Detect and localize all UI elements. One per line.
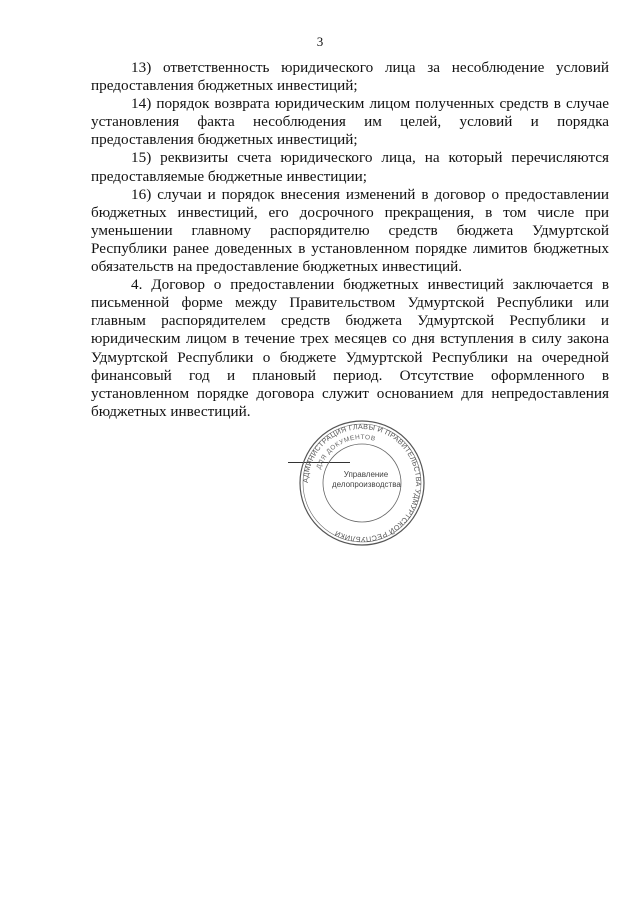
seal-center-line-1: Управление bbox=[343, 470, 389, 479]
list-item-14: 14) порядок возврата юридическим лицом полученных средств в случае установления факта несоблюдения им целей, условий и порядка предоставления бюджетных инвестиций; bbox=[91, 95, 609, 149]
seal-outer-text: АДМИНИСТРАЦИЯ ГЛАВЫ И ПРАВИТЕЛЬСТВА УДМУРТСКОЙ РЕСПУБЛИКИ bbox=[300, 421, 424, 545]
list-item-13: 13) ответственность юридического лица за несоблюдение условий предоставления бюджетных инвестиций; bbox=[91, 59, 609, 95]
official-seal bbox=[292, 416, 432, 551]
seal-center-line-2: делопроизводства bbox=[332, 480, 401, 489]
seal-center-text bbox=[332, 470, 400, 490]
section-4-paragraph: 4. Договор о предоставлении бюджетных инвестиций заключается в письменной форме между Правительством Удмуртской Республики или главным распорядителем средств бюджета Удмуртской Республики и юридическим лицом в течение трех месяцев со дня вступления в силу закона Удмуртской Республики о бюджете Удмуртской Республики на очередной финансовый год и плановый период. Отсутствие оформленного в установленном порядке договора служит основанием для непредоставления бюджетных инвестиций. bbox=[91, 276, 609, 420]
seal-inner-text: ДЛЯ ДОКУМЕНТОВ bbox=[315, 433, 377, 471]
page-number: 3 bbox=[316, 34, 324, 49]
list-item-15: 15) реквизиты счета юридического лица, на который перечисляются предоставляемые бюджетные инвестиции; bbox=[91, 149, 609, 185]
document-body bbox=[91, 59, 609, 421]
list-item-16: 16) случаи и порядок внесения изменений в договор о предоставлении бюджетных инвестиций, его досрочного прекращения, в том числе при уменьшении главному распорядителю средств бюджета Удмуртской Республики ранее доведенных в установленном порядке лимитов бюджетных обязательств на предоставление бюджетных инвестиций. bbox=[91, 185, 609, 276]
